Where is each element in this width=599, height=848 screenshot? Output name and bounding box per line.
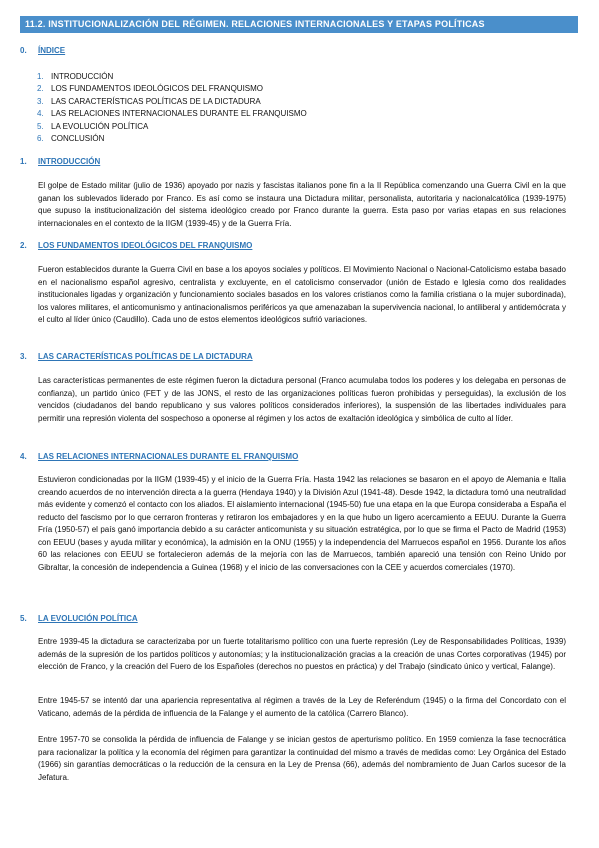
- section-paragraph: Fueron establecidos durante la Guerra Civil en base a los apoyos sociales y políticos. El Movimiento Nacional o Nacional-Catolicismo estaba basado en el nacionalismo español agresivo, centralista y excluyente, en el catolicismo conservador (unión de Estado e Iglesia como dos realidades institucionales ligadas y organización y funcionamiento sociales basados en los valores cristianos como la familia cristiana o la mujer subordinada), los valores militares, el anticomunismo y antinacionalismos periféricos ya que amenazaban la supervivencia nacional, lo antiliberal y antidemócrata y el culto al líder único (Caudillo). Cada uno de estos elementos ideológicos sufrió variaciones.: [38, 265, 566, 324]
- section-paragraph: Entre 1939-45 la dictadura se caracterizaba por un fuerte totalitarismo político con una fuerte represión (Ley de Responsabilidades Políticas, 1939) además de la supresión de los partidos políticos y autonomías; y la institucionalización gracias a la creación de unas Cortes corporativas (1945) por elección de Franco, y la creación del Fuero de los Españoles (derechos no puestos en práctica) y del Trabajo (sindicato único y vertical, Falange).: [38, 637, 566, 671]
- section-paragraph: Estuvieron condicionadas por la IIGM (1939-45) y el inicio de la Guerra Fría. Hasta 1942 las relaciones se basaron en el apoyo de Alemania e Italia creando acuerdos de no intervención directa a la guerra (Hendaya 1940) y la División Azul (1941-48). Desde 1942, la dictadura tomó una neutralidad más evidente y comenzó el contacto con los aliados. El aislamiento internacional (1945-50) fue una etapa en la que Europa consideraba a España el reducto del fascismo por lo que cerraron fronteras y retiraron los embajadores y en la que hubo un ligero acercamiento a EEUU. Durante la Guerra Fría (1950-57) el país ganó importancia debido a su carácter anticomunista y su situación estratégica, por lo que se firma el Pacto de Madrid (1953) con EEUU (bases y ayuda militar y económica), la admisión en la ONU (1955) y la independencia del Marruecos español en 1956. Durante los años 60 las relaciones con EEUU se fortalecieron además de la mejoría con las de Marruecos, también apareció una tensión con Reino Unido por Gibraltar, la concesión de independencia a Guinea (1968) y el inicio de las conversaciones con la CEE y acuerdos comerciales (1970).: [38, 475, 566, 572]
- table-of-contents: [37, 71, 307, 145]
- section-heading-label[interactable]: LAS RELACIONES INTERNACIONALES DURANTE EL FRANQUISMO: [38, 452, 299, 461]
- toc-item[interactable]: 5. LA EVOLUCIÓN POLÍTICA: [37, 121, 149, 131]
- toc-item[interactable]: 3. LAS CARACTERÍSTICAS POLÍTICAS DE LA DICTADURA: [37, 96, 261, 106]
- section-heading-fundamentos: 2. LOS FUNDAMENTOS IDEOLÓGICOS DEL FRANQUISMO: [20, 241, 253, 250]
- section-heading-relaciones: 4. LAS RELACIONES INTERNACIONALES DURANTE EL FRANQUISMO: [20, 452, 299, 461]
- section-heading-label[interactable]: LOS FUNDAMENTOS IDEOLÓGICOS DEL FRANQUISMO: [38, 241, 253, 250]
- section-heading-label[interactable]: INTRODUCCIÓN: [38, 157, 101, 166]
- section-paragraph: Las características permanentes de este régimen fueron la dictadura personal (Franco acumulaba todos los poderes y los delegaba en personas de confianza), un partido único (FET y de las JONS, el resto de las organizaciones políticas fueron prohibidas y perseguidas), la exclusión de los vencidos (ciudadanos del bando republicano y sus valores políticos considerados inferiores), la suspensión de las libertades individuales para permitir una represión violenta del sospechoso a oponerse al régimen y los actos de exaltación ideológica y simbólica de culto al líder.: [38, 376, 566, 423]
- section-heading-caracteristicas: 3. LAS CARACTERÍSTICAS POLÍTICAS DE LA DICTADURA: [20, 352, 253, 361]
- section-heading-label[interactable]: LAS CARACTERÍSTICAS POLÍTICAS DE LA DICTADURA: [38, 352, 253, 361]
- section-paragraph: Entre 1957-70 se consolida la pérdida de influencia de Falange y se inician gestos de aperturismo político. En 1959 comienza la fase tecnocrática para racionalizar la política y la economía del régimen para garantizar la continuidad del mismo a través de medidas como: Ley Orgánica del Estado (1966) sin garantías democráticas o la reducción de la censura en la Ley de Prensa (66), además del nombramiento de Juan Carlos sucesor de la Jefatura.: [38, 735, 566, 782]
- section-paragraph: Entre 1945-57 se intentó dar una apariencia representativa al régimen a través de la Ley de Referéndum (1945) o la firma del Concordato con el Vaticano, además de la pérdida de influencia de la Falange y el aumento de la católica (Carrero Blanco).: [38, 696, 566, 718]
- toc-item[interactable]: 4. LAS RELACIONES INTERNACIONALES DURANTE EL FRANQUISMO: [37, 109, 307, 119]
- section-heading-label[interactable]: LA EVOLUCIÓN POLÍTICA: [38, 614, 138, 623]
- document-title: 11.2. INSTITUCIONALIZACIÓN DEL RÉGIMEN. RELACIONES INTERNACIONALES Y ETAPAS POLÍTICAS: [20, 16, 578, 33]
- index-heading-label[interactable]: ÍNDICE: [38, 46, 66, 55]
- section-paragraph: El golpe de Estado militar (julio de 1936) apoyado por nazis y fascistas italianos pone fin a la II República comenzando una Guerra Civil en la que ganan los sublevados liderado por Franco. Es así como se instaura una Dictadura militar, personalista, autoritaria y nacionalcatólica (1939-1975) que supuso la institucionalización del sistema ideológico creado por Franco durante la guerra. Esta paso por varias etapas en sus relaciones internacionales en el contexto de la IIGM (1939-45) y de la Guerra Fría.: [38, 181, 566, 228]
- section-heading-introduccion: 1. INTRODUCCIÓN: [20, 157, 101, 166]
- toc-item[interactable]: 1. INTRODUCCIÓN: [37, 72, 114, 81]
- section-heading-evolucion: 5. LA EVOLUCIÓN POLÍTICA: [20, 614, 138, 623]
- toc-item[interactable]: 2. LOS FUNDAMENTOS IDEOLÓGICOS DEL FRANQUISMO: [37, 84, 264, 94]
- index-heading: 0. ÍNDICE: [20, 46, 66, 55]
- toc-item[interactable]: 6. CONCLUSIÓN: [37, 134, 105, 144]
